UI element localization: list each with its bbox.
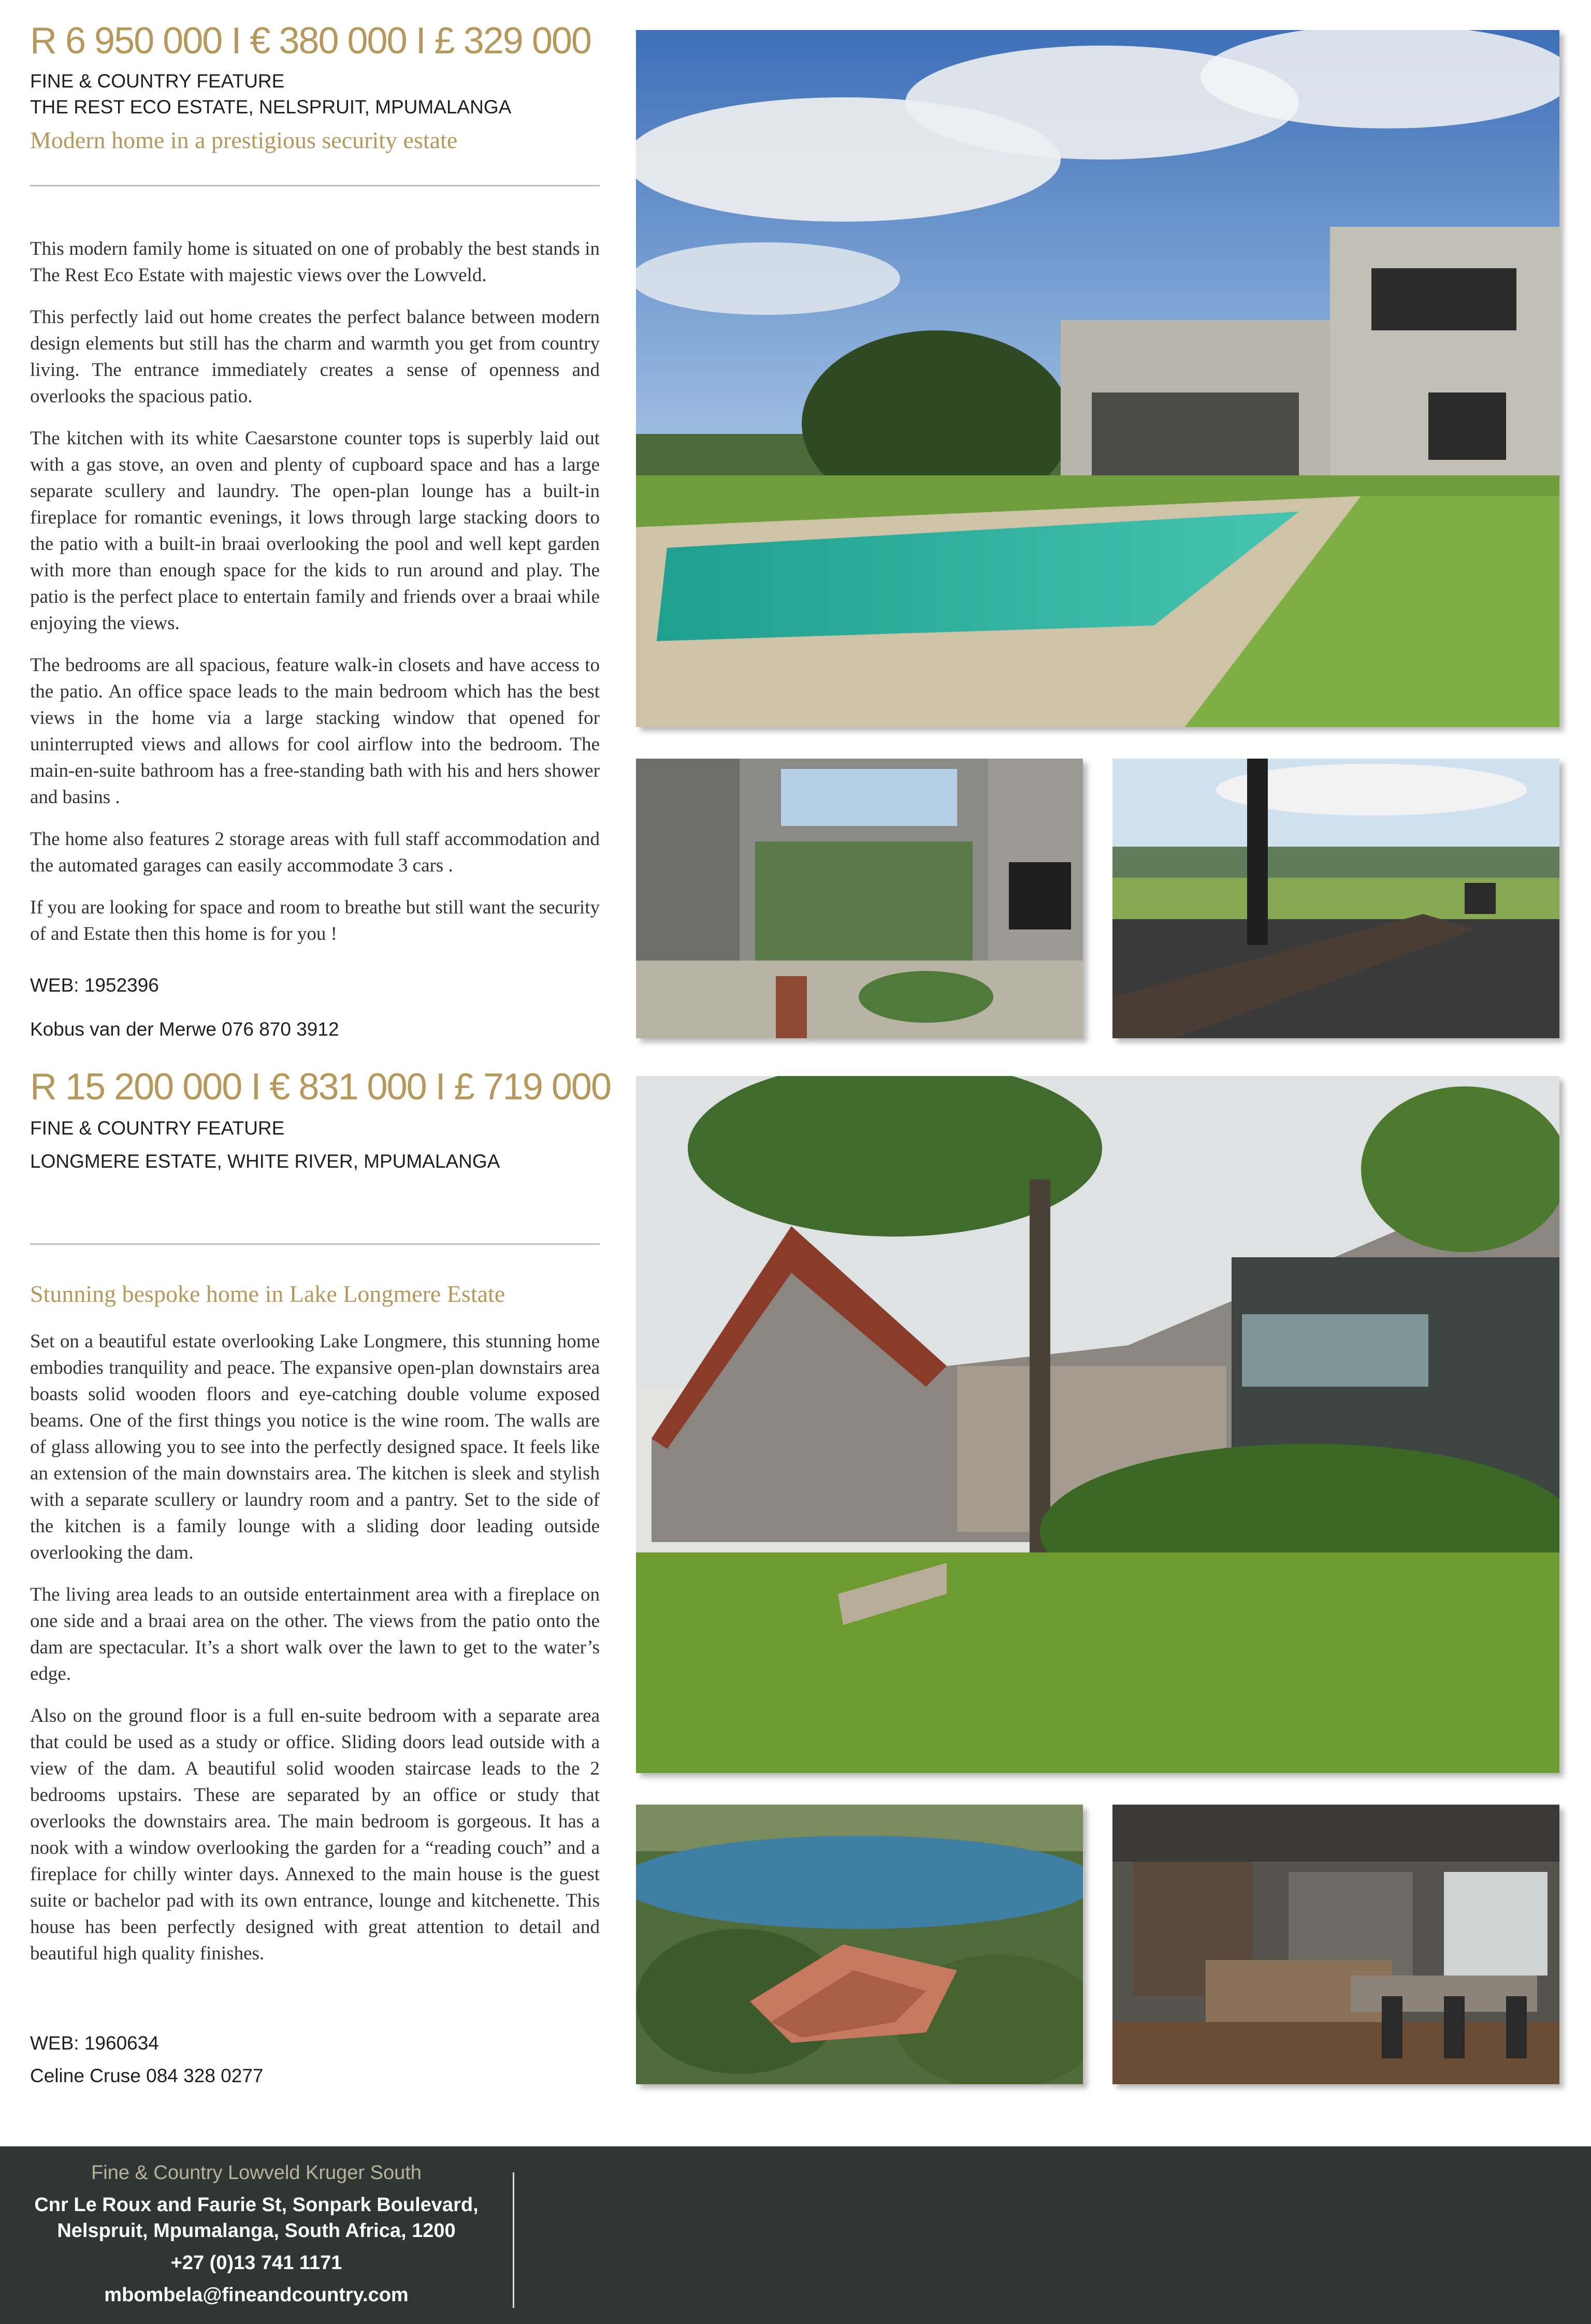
footer-office-name: Fine & Country Lowveld Kruger South <box>91 2162 422 2184</box>
listing1-paragraph: This modern family home is situated on one of probably the best stands in The Rest Eco Estate with majestic views over the Lowveld. <box>30 238 600 286</box>
listing2-feature-label: FINE & COUNTRY FEATURE <box>30 1117 285 1139</box>
listing2-web-ref: WEB: 1960634 <box>30 2032 159 2054</box>
listing2-price: R 15 200 000 I € 831 000 I £ 719 000 <box>30 1066 611 1108</box>
listing1-agent: Kobus van der Merwe 076 870 3912 <box>30 1019 339 1040</box>
listing1-divider <box>30 185 600 186</box>
listing2-location: LONGMERE ESTATE, WHITE RIVER, MPUMALANGA <box>30 1151 500 1172</box>
listing2-aerial-photo <box>636 1805 1083 2084</box>
listing2-headline: Stunning bespoke home in Lake Longmere Estate <box>30 1281 505 1307</box>
office-footer <box>0 2146 1591 2324</box>
listing1-location: THE REST ECO ESTATE, NELSPRUIT, MPUMALANGA <box>30 96 512 118</box>
listing2-paragraph: Set on a beautiful estate overlooking Lake Longmere, this stunning home embodies tranquility and peace. The expansive open-plan downstairs area boasts solid wooden floors and eye-catching double volume exposed beams. One of the first things you notice is the wine room. The walls are of glass allowing you to see into the perfectly designed space. It feels like an extension of the main downstairs area. The kitchen is sleek and stylish with a separate scullery or laundry room and a pantry. Set to the side of the kitchen is a family lounge with a sliding door leading outside overlooking the dam. <box>30 1331 600 1563</box>
listing2-paragraph: Also on the ground floor is a full en-suite bedroom with a separate area that could be used as a study or office. Sliding doors lead outside with a view of the dam. A beautiful solid wooden staircase leads to the 2 bedrooms upstairs. These are separated by an office or study that overlooks the downstairs area. The main bedroom is gorgeous. It has a nook with a window overlooking the garden for a “reading couch” and a fireplace for chilly winter days. Annexed to the main house is the guest suite or bachelor pad with its own entrance, lounge and kitchenette. This house has been perfectly designed with great attention to detail and beautiful high quality finishes. <box>30 1705 600 1964</box>
footer-phone[interactable]: +27 (0)13 741 1171 <box>170 2252 342 2274</box>
listing1-paragraph: If you are looking for space and room to breathe but still want the security of and Estate then this home is for you ! <box>30 897 600 945</box>
listing1-header <box>30 20 600 154</box>
listing1-main-photo <box>636 30 1559 727</box>
listing2-divider <box>30 1243 600 1245</box>
listing2-description <box>30 1328 600 1967</box>
listing2-kitchen-photo <box>1112 1805 1559 2084</box>
footer-address-line2: Nelspruit, Mpumalanga, South Africa, 1200 <box>57 2220 456 2242</box>
footer-address-line1: Cnr Le Roux and Faurie St, Sonpark Boulevard, <box>34 2194 479 2216</box>
footer-email-link[interactable]: mbombela@fineandcountry.com <box>104 2284 409 2306</box>
listing1-courtyard-photo <box>636 759 1083 1038</box>
listing1-paragraph: This perfectly laid out home creates the perfect balance between modern design elements but still has the charm and warmth you get from country living. The entrance immediately creates a sense of openness and overlooks the spacious patio. <box>30 307 600 407</box>
listing2-agent: Celine Cruse 084 328 0277 <box>30 2065 264 2086</box>
listing2-headline-wrap <box>30 1280 600 1308</box>
listing1-feature-label: FINE & COUNTRY FEATURE <box>30 70 285 92</box>
listing1-web-ref: WEB: 1952396 <box>30 975 159 996</box>
listing1-headline: Modern home in a prestigious security estate <box>30 127 458 153</box>
listing1-description <box>30 236 600 947</box>
listing2-main-photo <box>636 1076 1559 1773</box>
listing1-price: R 6 950 000 I € 380 000 I £ 329 000 <box>30 20 591 62</box>
listing1-paragraph: The kitchen with its white Caesarstone counter tops is superbly laid out with a gas stove, an oven and plenty of cupboard space and has a large separate scullery and laundry. The open-plan lounge has a built-in fireplace for romantic evenings, it lows through large stacking doors to the patio with a built-in braai overlooking the pool and well kept garden with more than enough space for the kids to run around and play. The patio is the perfect place to entertain family and friends over a braai while enjoying the views. <box>30 428 600 634</box>
listing1-paragraph: The bedrooms are all spacious, feature walk-in closets and have access to the patio. An office space leads to the main bedroom which has the best views in the home via a large stacking window that opened for uninterrupted views and allows for cool airflow into the bedroom. The main-en-suite bathroom has a free-standing bath with his and hers shower and basins . <box>30 655 600 808</box>
listing2-header <box>30 1066 611 1174</box>
footer-divider <box>513 2172 514 2308</box>
listing2-paragraph: The living area leads to an outside entertainment area with a fireplace on one side and a braai area on the other. The views from the patio onto the dam are spectacular. It’s a short walk over the lawn to get to the water’s edge. <box>30 1584 600 1684</box>
listing1-patio-photo <box>1112 759 1559 1038</box>
listing1-paragraph: The home also features 2 storage areas with full staff accommodation and the automated garages can easily accommodate 3 cars . <box>30 829 600 876</box>
